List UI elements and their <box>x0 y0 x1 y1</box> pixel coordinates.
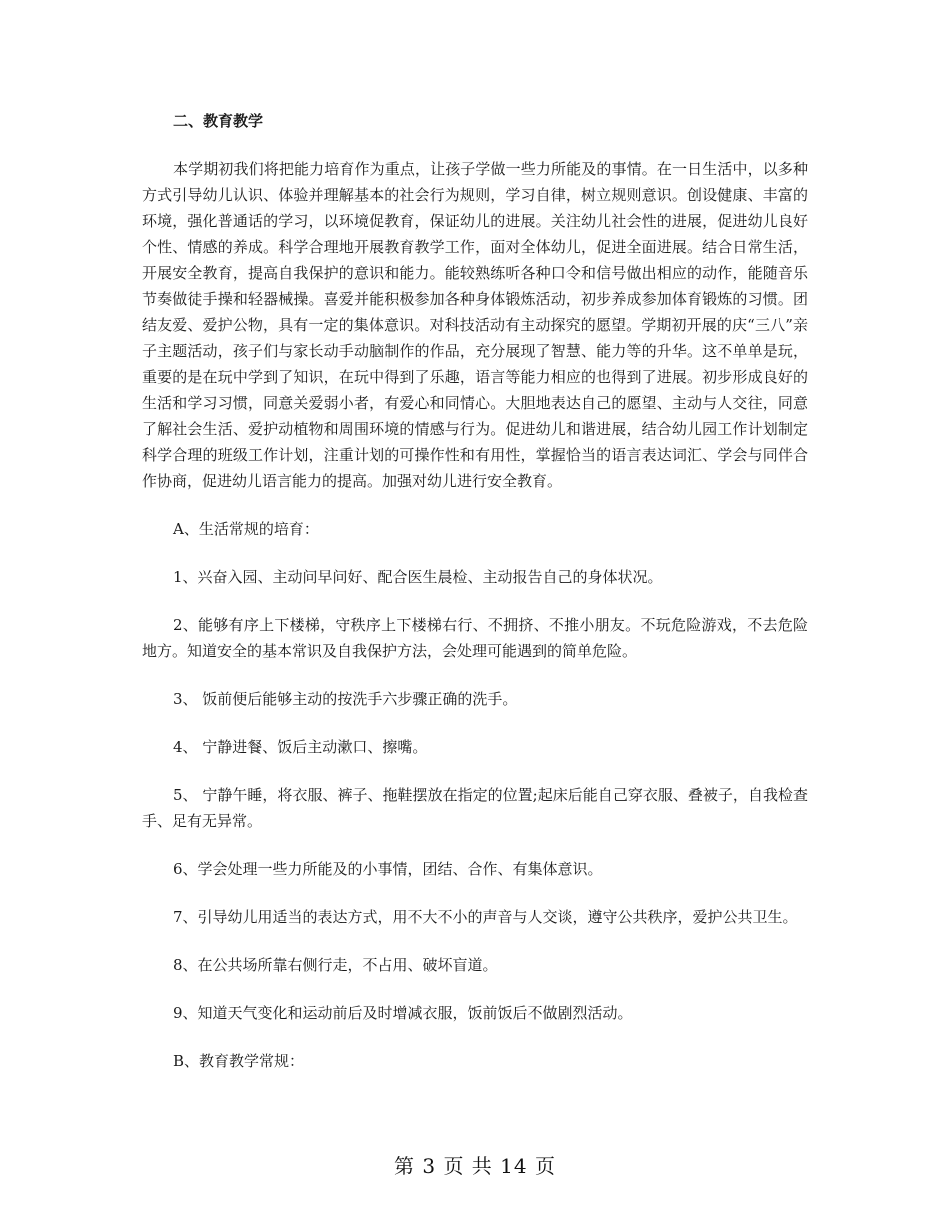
intro-paragraph: 本学期初我们将把能力培育作为重点，让孩子学做一些力所能及的事情。在一日生活中，以多种方式引导幼儿认识、体验并理解基本的社会行为规则，学习自律，树立规则意识。创设健康、丰富的环境，强化普通话的学习，以环境促教育，保证幼儿的进展。关注幼儿社会性的进展，促进幼儿良好个性、情感的养成。科学合理地开展教育教学工作，面对全体幼儿，促进全面进展。结合日常生活，开展安全教育，提高自我保护的意识和能力。能较熟练听各种口令和信号做出相应的动作，能随音乐节奏做徒手操和轻器械操。喜爱并能积极参加各种身体锻炼活动，初步养成参加体育锻炼的习惯。团结友爱、爱护公物，具有一定的集体意识。对科技活动有主动探究的愿望。学期初开展的庆“三八”亲子主题活动，孩子们与家长动手动脑制作的作品，充分展现了智慧、能力等的升华。这不单单是玩，重要的是在玩中学到了知识，在玩中得到了乐趣，语言等能力相应的也得到了进展。初步形成良好的生活和学习习惯，同意关爱弱小者，有爱心和同情心。大胆地表达自己的愿望、主动与人交往，同意了解社会生活、爱护动植物和周围环境的情感与行为。促进幼儿和谐进展，结合幼儿园工作计划制定科学合理的班级工作计划，注重计划的可操作性和有用性，掌握恰当的语言表达词汇、学会与同伴合作协商，促进幼儿语言能力的提高。加强对幼儿进行安全教育。 <box>142 160 808 490</box>
list-item: 5、 宁静午睡，将衣服、裤子、拖鞋摆放在指定的位置;起床后能自己穿衣服、叠被子，自我检查手、足有无异常。 <box>142 786 808 830</box>
list-item: 3、 饭前便后能够主动的按洗手六步骤正确的洗手。 <box>173 690 518 708</box>
list-item: 6、学会处理一些力所能及的小事情，团结、合作、有集体意识。 <box>173 860 603 878</box>
list-item: 9、知道天气变化和运动前后及时增减衣服，饭前饭后不做剧烈活动。 <box>173 1004 633 1022</box>
subheading-life-routine: A、生活常规的培育： <box>173 520 319 538</box>
list-item: 7、引导幼儿用适当的表达方式，用不大不小的声音与人交谈，遵守公共秩序，爱护公共卫生。 <box>173 908 798 926</box>
list-item: 4、 宁静进餐、饭后主动漱口、擦嘴。 <box>173 738 428 756</box>
document-body <box>142 108 808 1096</box>
page-footer: 第 3 页 共 14 页 <box>394 1154 556 1178</box>
list-item: 2、能够有序上下楼梯，守秩序上下楼梯右行、不拥挤、不推小朋友。不玩危险游戏，不去危险地方。知道安全的基本常识及自我保护方法，会处理可能遇到的简单危险。 <box>142 616 808 660</box>
subheading-teaching-routine: B、教育教学常规： <box>173 1052 305 1070</box>
section-heading: 二、教育教学 <box>173 112 264 130</box>
list-item: 8、在公共场所靠右侧行走，不占用、破坏盲道。 <box>173 956 498 974</box>
list-item: 1、兴奋入园、主动问早问好、配合医生晨检、主动报告自己的身体状况。 <box>173 568 663 586</box>
